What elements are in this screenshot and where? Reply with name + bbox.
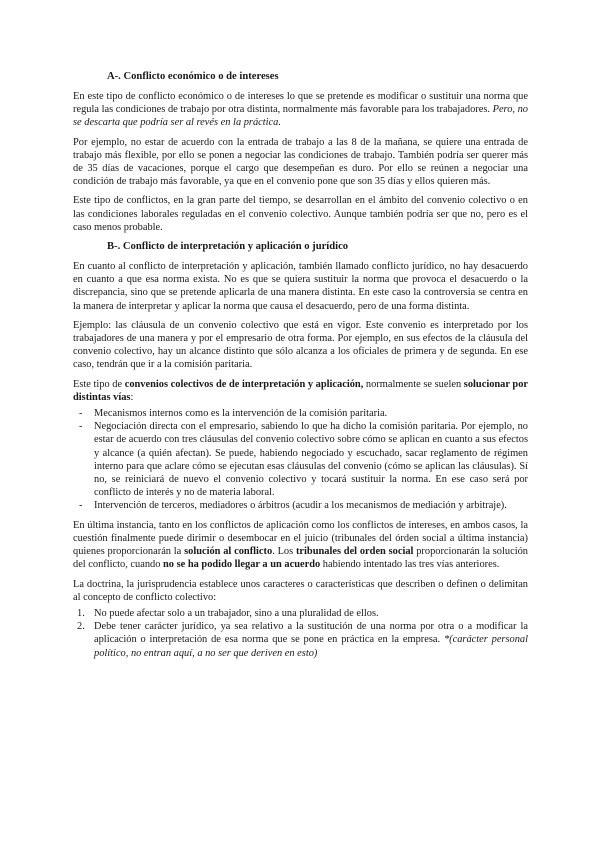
ways-list (73, 407, 528, 513)
p3-bold-b: convenios colectivos de de interpretación y aplicación, (124, 378, 364, 390)
section-b-paragraph-1: En cuanto al conflicto de interpretación y aplicación, también llamado conflicto jurídico, no hay desacuerdo en cuanto a que esa norma exista. No es que se quiera sustituir la norma que provoca el desacuerdo o la discrepancia, sino que se pretende aplicarla de una manera distinta. En este caso la controversia se centra en la manera de interpretar y aplicar la norma que causa el desacuerdo, pero de una forma distinta. (73, 261, 528, 312)
list-item: - Negociación directa con el empresario, sabiendo lo que ha dicho la comisión paritaria. Por ejemplo, no estar de acuerdo con tres cláusulas del convenio colectivo sobre cómo se aplican en cuanto a sus efectos y alcance (a quién afectan). Se puede, habiendo negociado y escuchado, sacar reglamento de régimen interno para que aclare cómo se ejecutan esas cláusulas del convenio (cómo se aplican las cláusulas). Sí no, se reiniciará de nuevo el convenio colectivo y tocará sustituir la norma. En ese caso será por conflicto de interés y no de materia laboral. (73, 420, 528, 499)
list-item: - Mecanismos internos como es la intervención de la comisión paritaria. (73, 407, 528, 420)
p4-text-g: habiendo intentado las tres vías anteriores. (320, 559, 500, 571)
list-number: 1. (77, 607, 85, 619)
p3-text-c: normalmente se suelen (363, 378, 464, 390)
section-a-p1-text: En este tipo de conflicto económico o de intereses lo que se pretende es modificar o sustituir una norma que regula las condiciones de trabajo por otra distinta, normalmente más favorable para los trabajadores. (73, 91, 528, 116)
p4-text-c: . Los (272, 546, 296, 558)
p4-bold-d: tribunales del orden social (295, 546, 414, 558)
characteristics-list (73, 607, 528, 660)
section-a-paragraph-2: Por ejemplo, no estar de acuerdo con la entrada de trabajo a las 8 de la mañana, se quiere una entrada de trabajo más flexible, por ello se ponen a negociar las condiciones de trabajo. También podría ser querer más de 35 días de vacaciones, porque el cargo que desempeñan es duro. Por ello se reúnen a negociar una condición de trabajo más favorable, ya que en el convenio pone que son 35 días y ellos quieren más. (73, 136, 528, 188)
p3-text-a: Este tipo de (73, 378, 125, 390)
p4-text-e: proporcionarán la solución del conflicto, cuando (73, 546, 528, 571)
section-a-heading: A-. Conflicto económico o de intereses (107, 71, 279, 82)
section-b-paragraph-2: Ejemplo: las cláusula de un convenio colectivo que está en vigor. Este convenio es interpretado por los trabajadores de una manera y por el empresario de otra forma. Por ejemplo, en sus efectos de la cláusula del convenio colectivo, hay un alcance distinto que sólo alcanza a los oficiales de primera y de segunda. En ese caso, tendrán que ir a la comisión paritaria. (73, 319, 528, 371)
list-item (73, 607, 528, 620)
p3-bold-d: solucionar por distintas vías (73, 378, 528, 403)
section-a-p1-italic: Pero, no se descarta que podría ser al revés en la práctica. (73, 104, 528, 129)
section-b-paragraph-5: La doctrina, la jurisprudencia establece unos caracteres o características que describen o definen o delimitan al concepto de conflicto colectivo: (73, 578, 528, 603)
section-b-paragraph-4 (73, 519, 528, 572)
list-item (73, 620, 528, 660)
section-b-paragraph-3 (73, 378, 528, 404)
section-b-heading: B-. Conflicto de interpretación y aplicación o jurídico (107, 241, 349, 253)
p3-text-e: : (130, 391, 134, 403)
list-item: - Intervención de terceros, mediadores o árbitros (acudir a los mecanismos de mediación y arbitraje). (73, 499, 528, 512)
p4-bold-b: solución al conflicto (184, 546, 273, 558)
list-item-italic-note: *(carácter personal político, no entran aquí, a no ser que deriven en esto) (94, 634, 528, 659)
p4-bold-f: no se ha podido llegar a un acuerdo (163, 559, 321, 571)
list-item-text: Debe tener carácter jurídico, ya sea relativo a la sustitución de una norma por otra o a modificar la aplicación o interpretación de esa norma que se pone en práctica en la empresa. (94, 621, 528, 646)
section-a-paragraph-1 (73, 90, 528, 130)
list-item-text: No puede afectar solo a un trabajador, sino a una pluralidad de ellos. (94, 607, 379, 619)
p4-text-a: En última instancia, tanto en los conflictos de aplicación como los conflictos de intereses, en ambos casos, la cuestión finalmente puede dirimir o desembocar en el juicio (tribunales del órden social a última instancia) quienes proporcionarán la (73, 519, 528, 558)
list-number: 2. (77, 621, 85, 633)
section-a-paragraph-3: Este tipo de conflictos, en la gran parte del tiempo, se desarrollan en el ámbito del convenio colectivo o en las condiciones laborales reguladas en el convenio colectivo. Aunque también podría ser que no, pero es el caso menos probable. (73, 195, 528, 233)
